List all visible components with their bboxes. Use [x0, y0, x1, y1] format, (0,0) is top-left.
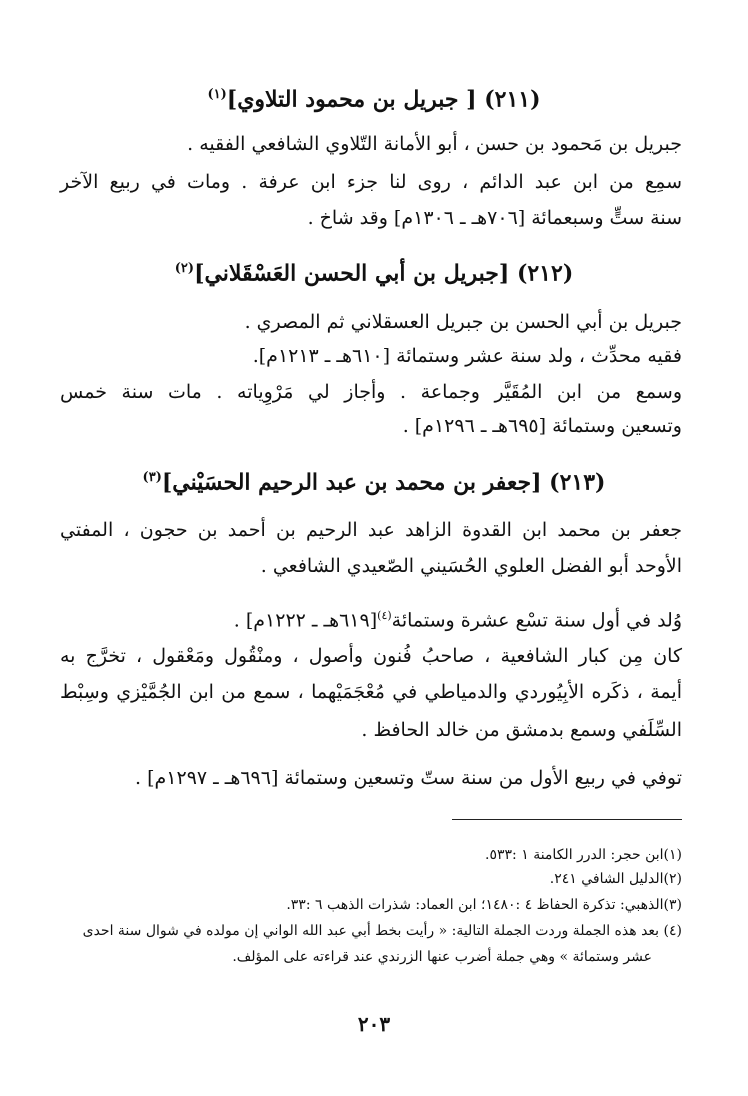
- entry-title-212: (٢١٢) [جبريل بن أبي الحسن العَسْقَلاني]$^{(٢)}$: [174, 260, 574, 287]
- entry-211-line-1: جبريل بن مَحمود بن حسن ، أبو الأمانة التّلاوي الشافعي الفقيه .: [187, 133, 682, 155]
- footnote-ref: (١): [207, 87, 227, 102]
- footnote-2: (٢)الدليل الشافي ٢٤١.: [549, 871, 682, 887]
- footnote-3: (٣)الذهبي: تذكرة الحفاظ ٤ :١٤٨٠؛ ابن العماد: شذرات الذهب ٦ :٣٣.: [286, 897, 682, 913]
- footnote-1: (١)ابن حجر: الدرر الكامنة ١ :٥٣٣.: [485, 847, 682, 863]
- entry-213-line-3: وُلد في أول سنة تسْع عشرة وستمائة$^{(٤)}$[٦١٩هـ ـ ١٢٢٢م] .: [233, 609, 682, 632]
- footnote-4-continued: عشر وستمائة » وهي جملة أضرب عنها الزرندي عند قراءته على المؤلف.: [232, 949, 652, 965]
- entry-213-line-7: توفي في ربيع الأول من سنة ستّ وتسعين وستمائة [٦٩٦هـ ـ ١٢٩٧م] .: [135, 767, 682, 789]
- entry-title-213: (٢١٣) [جعفر بن محمد بن عبد الرحيم الحسَيْني]$^{(٣)}$: [142, 469, 606, 496]
- entry-213-line-6: السِّلَفي وسمع بدمشق من خالد الحافظ .: [361, 719, 682, 741]
- footnote-ref: (٣): [142, 470, 162, 485]
- entry-212-line-2: فقيه محدِّث ، ولد سنة عشر وستمائة [٦١٠هـ ـ ١٢١٣م].: [252, 345, 682, 367]
- entry-211-line-2: سمِع من ابن عبد الدائم ، روى لنا جزء ابن عرفة . ومات في ربيع الآخر: [60, 171, 682, 193]
- entry-212-line-3: وسمع من ابن المُقَيَّر وجماعة . وأجاز لي مَرْوِياته . مات سنة خمس: [60, 381, 682, 403]
- footnote-ref: (٢): [174, 261, 195, 276]
- footnote-divider: [452, 819, 682, 820]
- entry-212-line-1: جبريل بن أبي الحسن بن جبريل العسقلاني ثم المصري .: [244, 311, 682, 333]
- entry-211-line-3: سنة ستٍّ وسبعمائة [٧٠٦هـ ـ ١٣٠٦م] وقد شاخ .: [307, 207, 682, 229]
- page-number: ٢٠٣: [357, 1012, 391, 1036]
- entry-title-211: (٢١١) [ جبريل بن محمود التلاوي]$^{(١)}$: [207, 86, 541, 113]
- entry-213-line-2: الأوحد أبو الفضل العلوي الحُسَيني الصّعيدي الشافعي .: [260, 555, 682, 577]
- entry-213-line-5: أيمة ، ذكَره الأبِيُوردي والدمياطي في مُعْجَمَيْهما ، سمع من ابن الجُمَّيْزي وسِبْط: [60, 681, 682, 703]
- entry-213-line-4: كان مِن كبار الشافعية ، صاحبُ فُنون وأصول ، ومنْقُول ومَعْقول ، تخرَّج به: [60, 645, 682, 667]
- footnote-ref: (٤): [377, 609, 392, 622]
- footnote-4: (٤) بعد هذه الجملة وردت الجملة التالية: « رأيت بخط أبي عبد الله الواني إن مولده في شوال سنة احدى: [82, 923, 682, 939]
- entry-213-line-1: جعفر بن محمد ابن القدوة الزاهد عبد الرحيم بن أحمد بن حجون ، المفتي: [60, 519, 682, 541]
- entry-212-line-4: وتسعين وستمائة [٦٩٥هـ ـ ١٢٩٦م] .: [402, 415, 682, 437]
